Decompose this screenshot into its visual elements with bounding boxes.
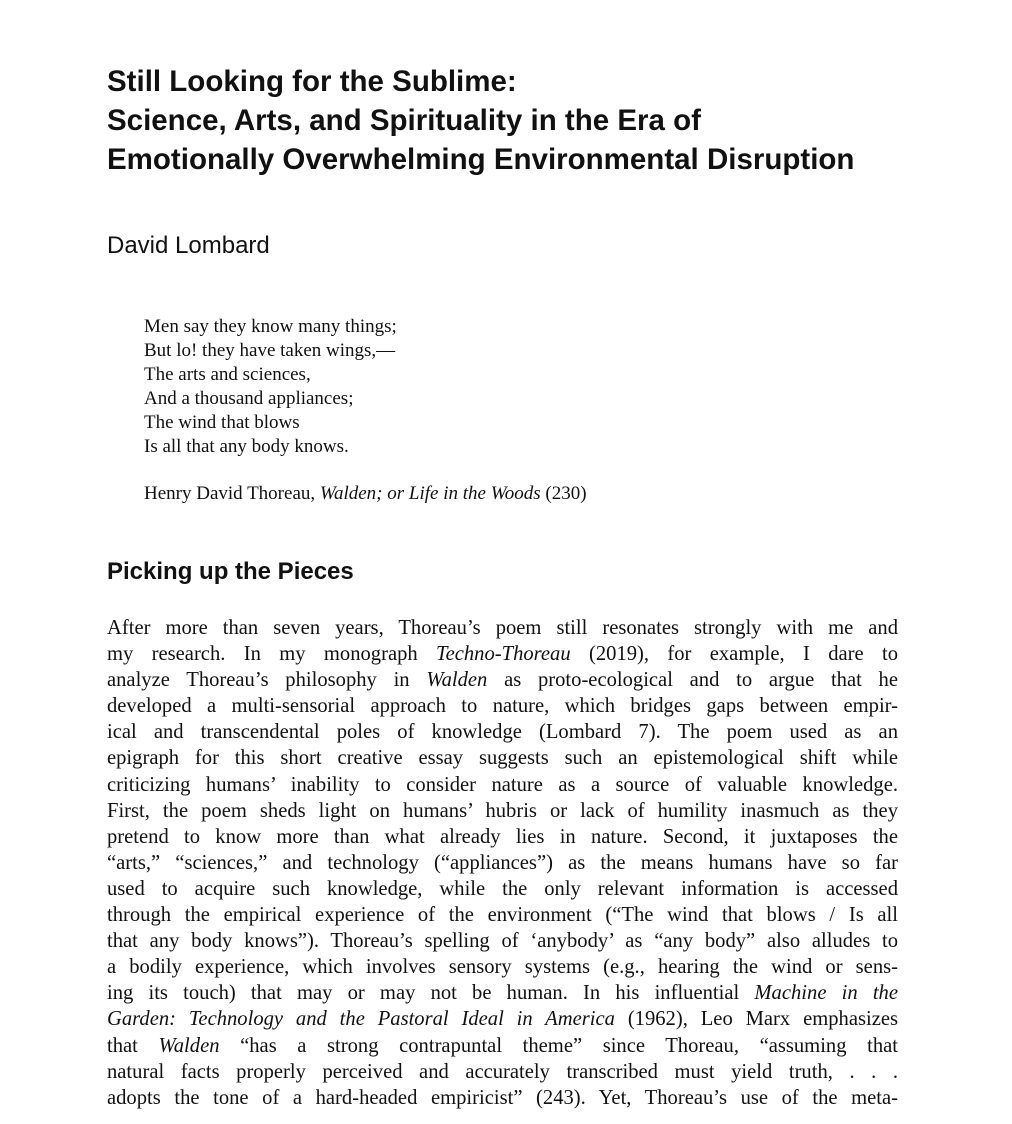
attribution-page: (230) xyxy=(540,483,587,504)
text-run: (1962), Leo Marx emphasizes xyxy=(614,1008,898,1031)
text-run: developed a multi-sensorial approach to nature, which bridges gaps between empir- xyxy=(107,695,898,718)
title-line: Emotionally Overwhelming Environmental Disruption xyxy=(107,143,855,176)
text-run: through the empirical experience of the environment (“The wind that blows / Is all xyxy=(107,904,898,927)
italic-title: Walden xyxy=(426,669,488,692)
epigraph xyxy=(144,315,898,506)
title-line: Still Looking for the Sublime: xyxy=(107,65,517,98)
body-line xyxy=(107,928,898,954)
epigraph-line: But lo! they have taken wings,— xyxy=(144,340,396,361)
text-run: my research. In my monograph xyxy=(107,643,437,666)
text-run: “has a strong contrapuntal theme” since Thoreau, “assuming that xyxy=(219,1034,898,1057)
text-run: ing its touch) that may or may not be human. In his influential xyxy=(107,982,755,1005)
article-title xyxy=(107,62,898,179)
text-run: that any body knows”). Thoreau’s spelling of ‘anybody’ as “any body” also alludes to xyxy=(107,930,898,953)
text-run: First, the poem sheds light on humans’ hubris or lack of humility inasmuch as they xyxy=(107,799,898,822)
epigraph-line: The wind that blows xyxy=(144,412,300,433)
epigraph-line: And a thousand appliances; xyxy=(144,388,354,409)
body-line xyxy=(107,1085,898,1111)
body-line xyxy=(107,798,898,824)
body-line xyxy=(107,772,898,798)
italic-title: Techno-Thoreau xyxy=(436,643,571,666)
epigraph-line: Men say they know many things; xyxy=(144,316,397,337)
page xyxy=(107,62,898,1111)
body-line xyxy=(107,1006,898,1032)
title-line: Science, Arts, and Spirituality in the Era of xyxy=(107,104,701,137)
italic-title: Machine in the xyxy=(754,982,898,1005)
body-line xyxy=(107,850,898,876)
body-line xyxy=(107,745,898,771)
body-line xyxy=(107,667,898,693)
text-run: used to acquire such knowledge, while the only relevant information is accessed xyxy=(107,877,898,900)
text-run: “arts,” “sciences,” and technology (“appliances”) as the means humans have so far xyxy=(107,851,898,874)
body-line xyxy=(107,615,898,641)
section-heading: Picking up the Pieces xyxy=(107,558,354,585)
text-run: criticizing humans’ inability to consider nature as a source of valuable knowledge. xyxy=(107,773,898,796)
text-run: a bodily experience, which involves sensory systems (e.g., hearing the wind or sens- xyxy=(107,956,898,979)
italic-title: Walden xyxy=(158,1034,220,1057)
body-line xyxy=(107,902,898,928)
body-line xyxy=(107,1033,898,1059)
body-line xyxy=(107,876,898,902)
author-name: David Lombard xyxy=(107,232,270,259)
body-line xyxy=(107,719,898,745)
attribution-author: Henry David Thoreau, xyxy=(144,483,320,504)
body-line xyxy=(107,1059,898,1085)
text-run: natural facts properly perceived and accurately transcribed must yield truth, . . . xyxy=(107,1060,898,1083)
body-line xyxy=(107,980,898,1006)
epigraph-attribution xyxy=(144,482,898,506)
italic-title: Garden: Technology and the Pastoral Ideal in America xyxy=(107,1008,615,1031)
epigraph-line: The arts and sciences, xyxy=(144,364,311,385)
attribution-work: Walden; or Life in the Woods xyxy=(319,483,541,504)
text-run: After more than seven years, Thoreau’s poem still resonates strongly with me and xyxy=(107,617,898,639)
text-run: that xyxy=(107,1034,159,1057)
body-line xyxy=(107,641,898,667)
text-run: ical and transcendental poles of knowledge (Lombard 7). The poem used as an xyxy=(107,721,898,744)
text-run: (2019), for example, I dare to xyxy=(570,643,898,666)
body-line xyxy=(107,954,898,980)
body-line xyxy=(107,693,898,719)
text-run: pretend to know more than what already lies in nature. Second, it juxtaposes the xyxy=(107,825,898,848)
text-run: analyze Thoreau’s philosophy in xyxy=(107,669,427,692)
body-line xyxy=(107,824,898,850)
body-paragraph xyxy=(107,615,898,1111)
text-run: adopts the tone of a hard-headed empiricist” (243). Yet, Thoreau’s use of the meta- xyxy=(107,1086,898,1109)
text-run: as proto-ecological and to argue that he xyxy=(487,669,898,692)
epigraph-line: Is all that any body knows. xyxy=(144,436,349,457)
text-run: epigraph for this short creative essay suggests such an epistemological shift while xyxy=(107,747,898,770)
